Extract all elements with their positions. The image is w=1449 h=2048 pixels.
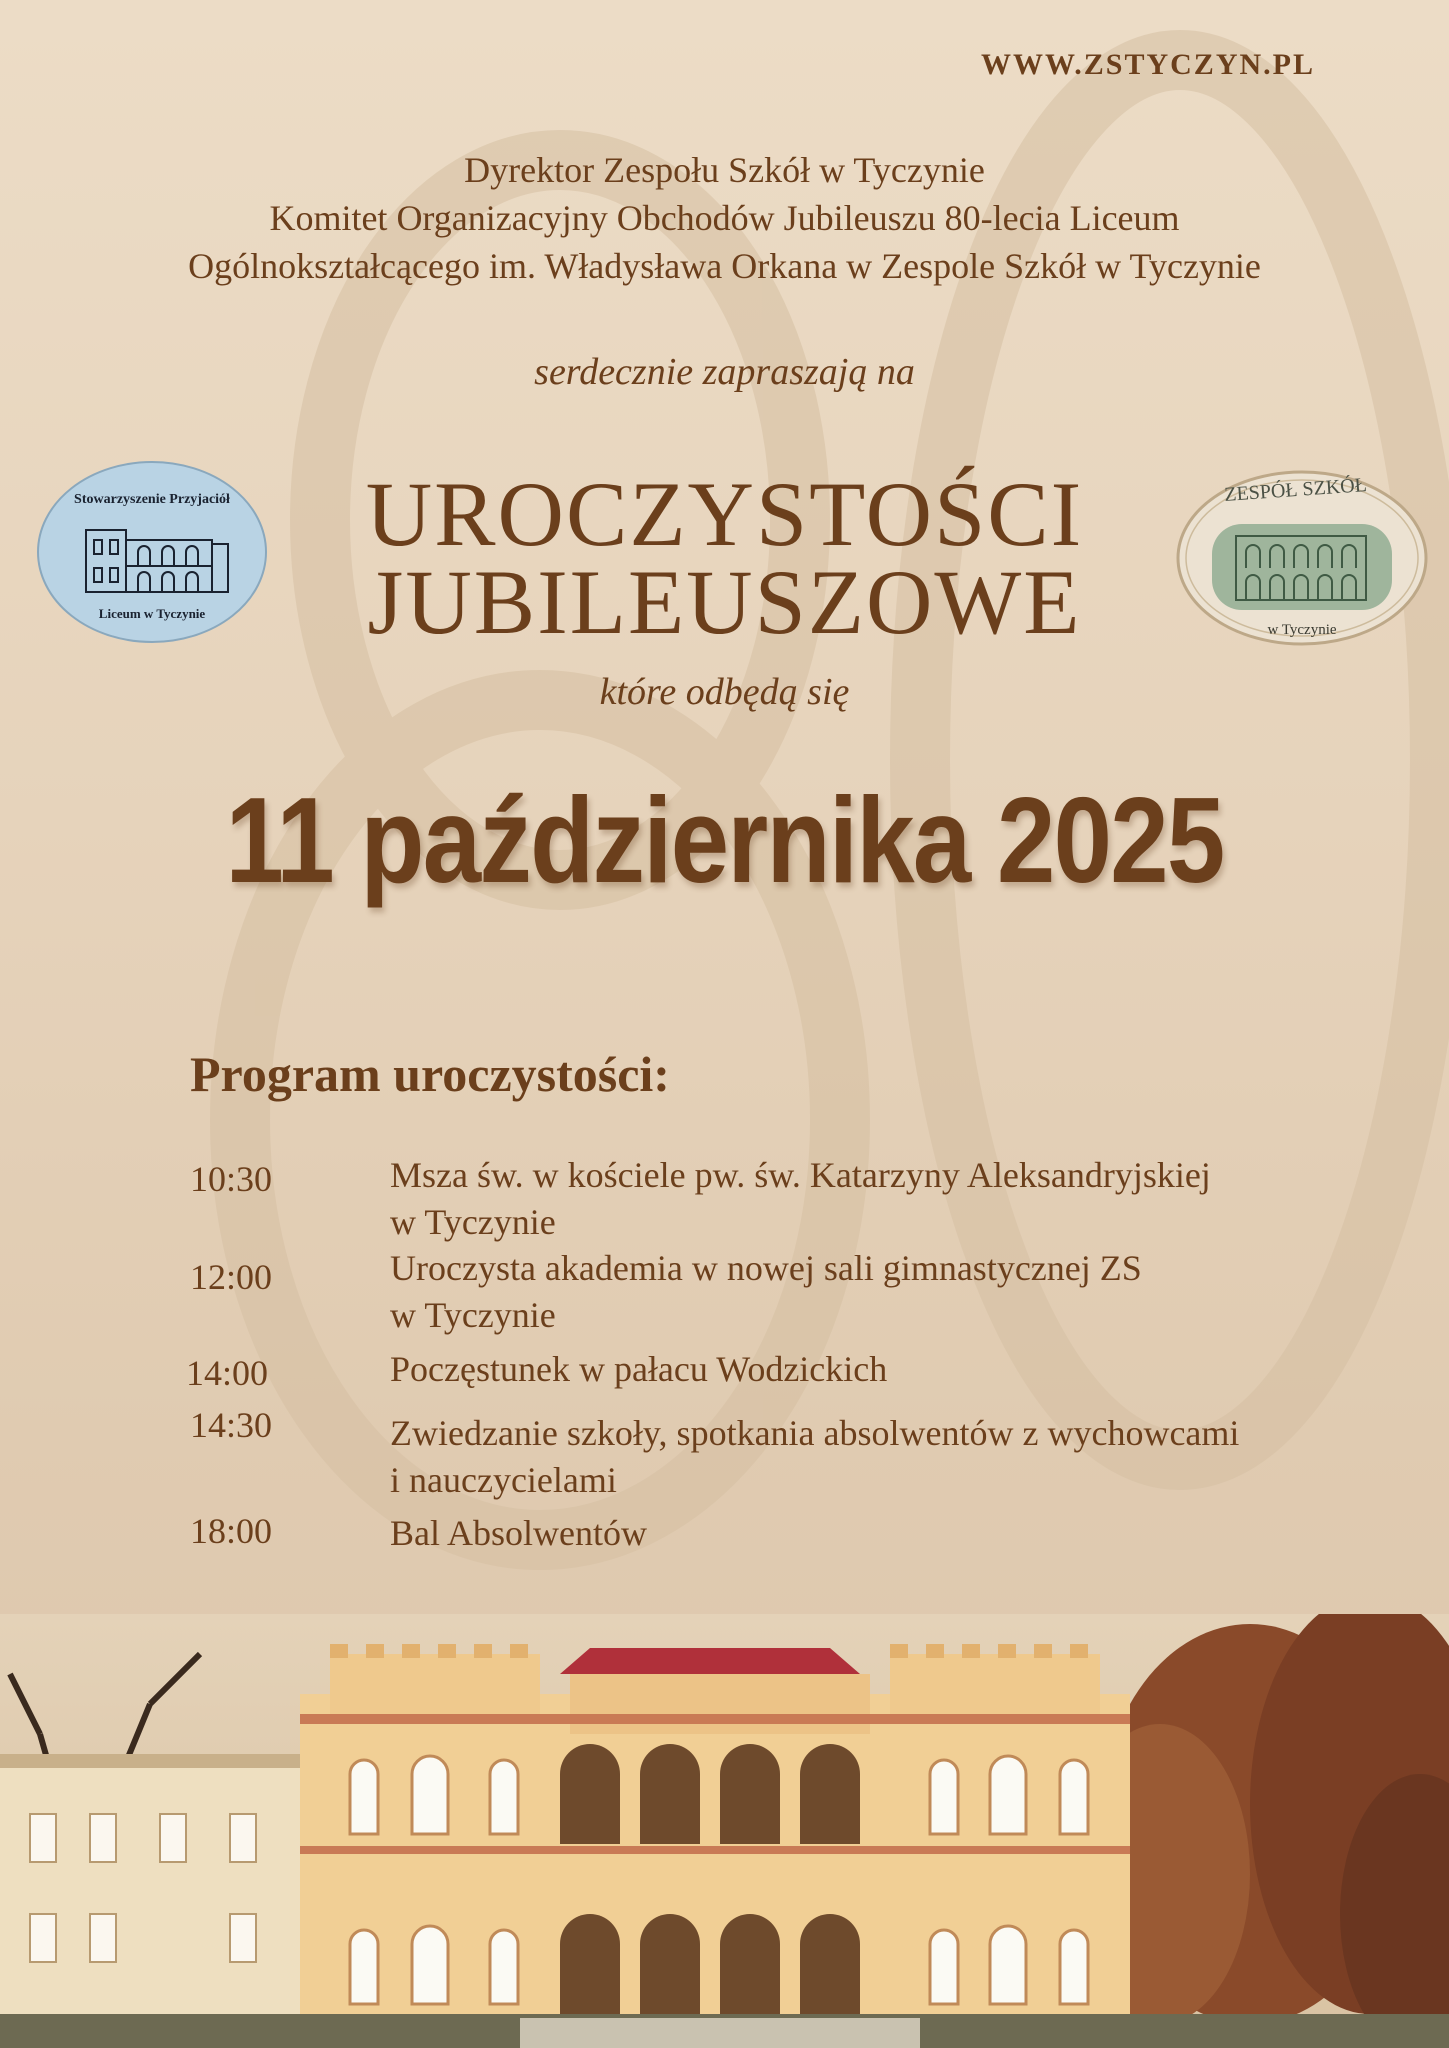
- organizer-line: Dyrektor Zespołu Szkół w Tyczynie: [464, 150, 985, 190]
- organizers-block: [0, 146, 1449, 290]
- schedule-time: 14:30: [190, 1405, 273, 1445]
- subinvite-text: które odbędą się: [599, 671, 850, 713]
- schedule-event-line: Msza św. w kościele pw. św. Katarzyny Aleksandryjskiej: [390, 1155, 1211, 1195]
- logo-right-bottom-text: w Tyczynie: [1267, 622, 1337, 638]
- website-url[interactable]: WWW.ZSTYCZYN.PL: [981, 48, 1315, 81]
- schedule-event: [390, 1510, 647, 1557]
- schedule-event-line: Bal Absolwentów: [390, 1513, 647, 1553]
- schedule-event-line: w Tyczynie: [390, 1295, 556, 1335]
- schedule-event-line: w Tyczynie: [390, 1202, 556, 1242]
- organizer-line: Komitet Organizacyjny Obchodów Jubileuszu 80-lecia Liceum: [269, 198, 1180, 238]
- schedule-event-line: Poczęstunek w pałacu Wodzickich: [390, 1349, 888, 1389]
- schedule-event: [390, 1245, 1142, 1339]
- palace-photo: [0, 1614, 1449, 2048]
- invite-text: serdecznie zapraszają na: [534, 351, 915, 393]
- schedule-time: 14:00: [186, 1353, 269, 1393]
- schedule-event-line: Uroczysta akademia w nowej sali gimnastycznej ZS: [390, 1248, 1142, 1288]
- logo-right-top-text: ZESPÓŁ SZKÓŁ: [1223, 474, 1368, 506]
- schedule-event: [390, 1410, 1239, 1504]
- schedule-time: 10:30: [190, 1159, 273, 1199]
- schedule-time: 12:00: [190, 1257, 273, 1297]
- schedule-time: 18:00: [190, 1511, 273, 1551]
- schedule-event: [390, 1152, 1211, 1246]
- schedule-event-line: Zwiedzanie szkoły, spotkania absolwentów z wychowcami: [390, 1413, 1240, 1453]
- program-heading: Program uroczystości:: [190, 1046, 670, 1102]
- event-title: [0, 463, 1449, 653]
- logo-left-bottom-text: Liceum w Tyczynie: [98, 606, 206, 621]
- event-title-line-1: UROCZYSTOŚCI: [365, 463, 1084, 565]
- organizer-line: Ogólnokształcącego im. Władysława Orkana w Zespole Szkół w Tyczynie: [188, 246, 1261, 286]
- schedule-event: [390, 1346, 887, 1393]
- logo-left-top-text: Stowarzyszenie Przyjaciół: [74, 492, 230, 507]
- event-date: 11 października 2025: [225, 772, 1224, 908]
- event-title-line-2: JUBILEUSZOWE: [367, 551, 1082, 653]
- schedule-event-line: i nauczycielami: [390, 1460, 617, 1500]
